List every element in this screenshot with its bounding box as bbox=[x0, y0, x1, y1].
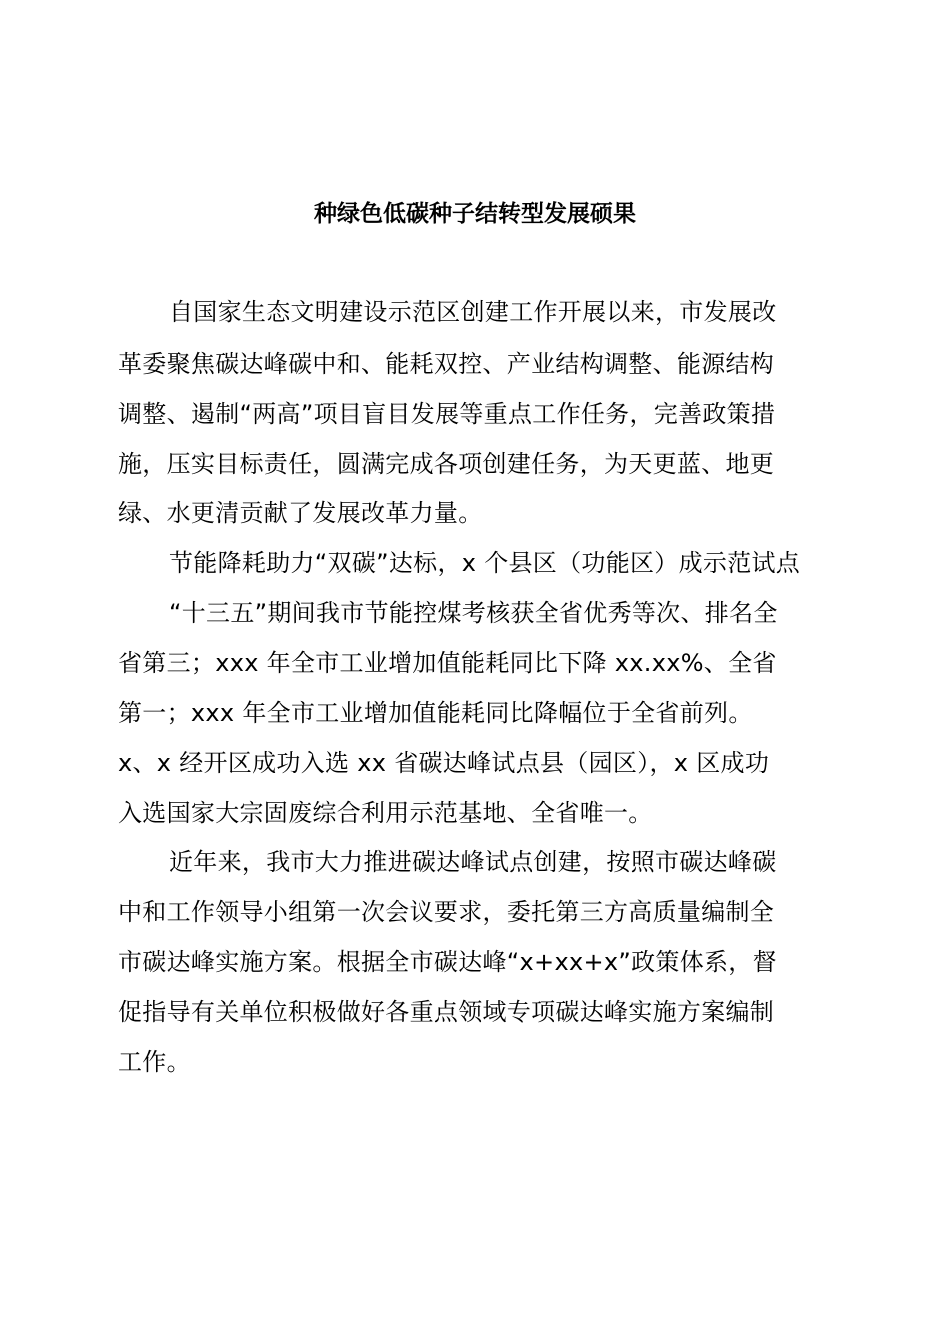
paragraph-2-line-2: 省第三；xxx 年全市工业增加值能耗同比下降 xx.xx%、全省 bbox=[118, 649, 777, 677]
paragraph-1-line-3: 调整、遏制“两高”项目盲目发展等重点工作任务，完善政策措 bbox=[118, 400, 776, 428]
paragraph-1-line-2: 革委聚焦碳达峰碳中和、能耗双控、产业结构调整、能源结构 bbox=[118, 350, 775, 378]
paragraph-3-line-5: 工作。 bbox=[118, 1048, 191, 1076]
paragraph-2-line-5: 入选国家大宗固废综合利用示范基地、全省唯一。 bbox=[118, 799, 653, 827]
paragraph-1-line-4: 施，压实目标责任，圆满完成各项创建任务，为天更蓝、地更 bbox=[118, 450, 775, 478]
document-title: 种绿色低碳种子结转型发展硕果 bbox=[314, 201, 636, 227]
paragraph-2-line-1: “十三五”期间我市节能控煤考核获全省优秀等次、排名全 bbox=[169, 599, 778, 627]
paragraph-3-line-4: 促指导有关单位积极做好各重点领域专项碳达峰实施方案编制 bbox=[118, 998, 775, 1026]
paragraph-3-line-1: 近年来，我市大力推进碳达峰试点创建，按照市碳达峰碳 bbox=[169, 848, 777, 876]
section-heading-line: 节能降耗助力“双碳”达标，x 个县区（功能区）成示范试点 bbox=[169, 549, 801, 577]
paragraph-3-line-3: 市碳达峰实施方案。根据全市碳达峰“x+xx+x”政策体系，督 bbox=[118, 948, 777, 976]
paragraph-3-line-2: 中和工作领导小组第一次会议要求，委托第三方高质量编制全 bbox=[118, 898, 775, 926]
paragraph-2-line-4: x、x 经开区成功入选 xx 省碳达峰试点县（园区），x 区成功 bbox=[118, 749, 770, 777]
paragraph-2-line-3: 第一；xxx 年全市工业增加值能耗同比降幅位于全省前列。 bbox=[118, 699, 753, 727]
paragraph-1-line-5: 绿、水更清贡献了发展改革力量。 bbox=[118, 499, 483, 527]
paragraph-1-line-1: 自国家生态文明建设示范区创建工作开展以来，市发展改 bbox=[169, 298, 777, 326]
